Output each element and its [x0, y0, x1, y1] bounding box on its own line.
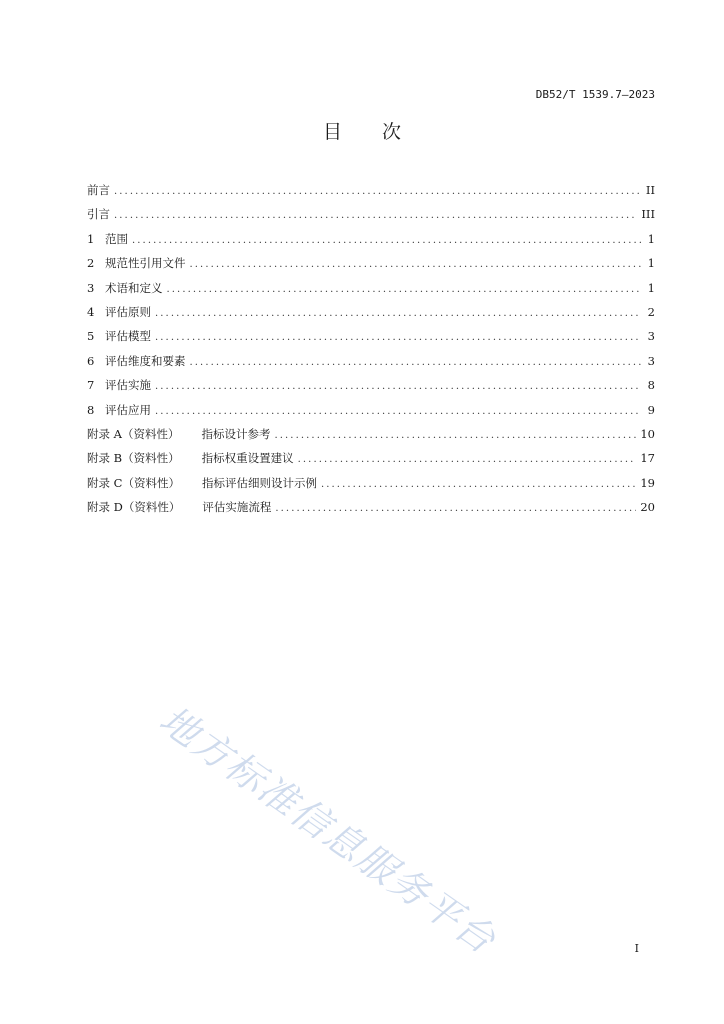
toc-entry[interactable]	[87, 231, 655, 255]
toc-dot-leader	[155, 406, 641, 417]
toc-entry[interactable]	[87, 475, 655, 499]
table-of-contents	[87, 182, 655, 523]
toc-entry-title	[87, 304, 151, 320]
toc-dot-leader	[167, 284, 642, 295]
toc-entry-title	[87, 499, 271, 515]
toc-entry[interactable]	[87, 280, 655, 304]
toc-entry-number: 1	[87, 231, 95, 246]
toc-dot-leader	[114, 210, 637, 221]
toc-dot-leader	[298, 454, 637, 465]
toc-entry-page: 20	[640, 500, 655, 515]
toc-entry-number: 4	[87, 304, 95, 319]
toc-entry-title	[87, 377, 151, 393]
toc-dot-leader	[275, 503, 636, 514]
toc-entry[interactable]	[87, 304, 655, 328]
toc-entry-page: 8	[647, 378, 655, 393]
toc-entry-label: 评估原则	[105, 304, 151, 319]
watermark: 地方标准信息服务平台	[151, 697, 505, 963]
toc-entry[interactable]	[87, 426, 655, 450]
toc-entry-label: 术语和定义	[105, 280, 163, 295]
toc-entry-label: 引言	[87, 207, 110, 222]
toc-entry-number: 2	[87, 256, 95, 271]
toc-entry[interactable]	[87, 353, 655, 377]
toc-entry-label: 附录 D（资料性）	[87, 500, 181, 515]
toc-entry-label: 范围	[105, 231, 128, 246]
toc-entry-title	[87, 231, 128, 247]
toc-entry-number: 3	[87, 280, 95, 295]
toc-entry-subtitle: 指标设计参考	[201, 426, 271, 441]
toc-entry-subtitle: 指标评估细则设计示例	[201, 475, 317, 490]
toc-dot-leader	[132, 235, 641, 246]
toc-dot-leader	[155, 308, 641, 319]
toc-title-char-1: 目	[322, 121, 342, 143]
toc-entry-page: III	[641, 207, 655, 222]
toc-entry-title	[87, 328, 151, 344]
toc-entry[interactable]	[87, 328, 655, 352]
toc-entry[interactable]	[87, 499, 655, 523]
toc-entry-title	[87, 182, 110, 198]
toc-entry-page: 19	[640, 475, 655, 490]
toc-dot-leader	[321, 479, 636, 490]
toc-entry-subtitle: 评估实施流程	[202, 500, 272, 515]
toc-dot-leader	[190, 357, 642, 368]
toc-entry[interactable]	[87, 255, 655, 279]
toc-entry-title	[87, 426, 270, 442]
toc-entry-page: 9	[647, 402, 655, 417]
toc-entry-label: 评估实施	[105, 378, 151, 393]
toc-entry[interactable]	[87, 182, 655, 206]
toc-dot-leader	[114, 186, 641, 197]
toc-entry-page: II	[645, 183, 655, 197]
toc-entry-number: 5	[87, 329, 95, 344]
toc-entry-page: 1	[647, 256, 655, 271]
toc-entry[interactable]	[87, 377, 655, 401]
toc-entry-subtitle: 指标权重设置建议	[201, 451, 294, 466]
toc-dot-leader	[274, 430, 636, 441]
toc-entry-page: 1	[647, 280, 655, 295]
toc-entry-label: 评估应用	[105, 402, 151, 417]
toc-entry-title	[87, 255, 186, 271]
toc-entry-page: 10	[640, 426, 655, 441]
toc-entry-label: 规范性引用文件	[105, 256, 186, 271]
toc-entry[interactable]	[87, 206, 655, 230]
toc-entry-page: 3	[647, 329, 655, 344]
toc-entry-number: 6	[87, 353, 95, 368]
toc-entry-label: 前言	[87, 183, 110, 197]
document-code: DB52/T 1539.7—2023	[535, 88, 655, 101]
toc-title	[0, 117, 724, 144]
toc-entry-title	[87, 206, 110, 222]
toc-dot-leader	[155, 332, 641, 343]
toc-title-char-2: 次	[382, 121, 402, 143]
toc-entry-label: 附录 C（资料性）	[87, 475, 180, 490]
toc-entry[interactable]	[87, 402, 655, 426]
toc-entry-label: 附录 B（资料性）	[87, 451, 180, 466]
toc-dot-leader	[155, 381, 641, 392]
page-number: I	[634, 942, 639, 955]
toc-entry-title	[87, 280, 163, 296]
toc-dot-leader	[190, 259, 642, 270]
toc-entry-label: 评估模型	[105, 329, 151, 344]
toc-entry-title	[87, 450, 294, 466]
toc-entry-number: 8	[87, 402, 95, 417]
toc-entry-page: 3	[647, 353, 655, 368]
toc-entry-page: 2	[647, 304, 655, 319]
toc-entry-label: 评估维度和要素	[105, 353, 186, 368]
toc-entry-title	[87, 475, 317, 491]
toc-entry-page: 17	[640, 451, 655, 466]
toc-entry-title	[87, 353, 186, 369]
toc-entry-title	[87, 402, 151, 418]
toc-entry-page: 1	[647, 231, 655, 246]
toc-entry-label: 附录 A（资料性）	[87, 426, 180, 441]
toc-entry[interactable]	[87, 450, 655, 474]
toc-entry-number: 7	[87, 378, 95, 393]
